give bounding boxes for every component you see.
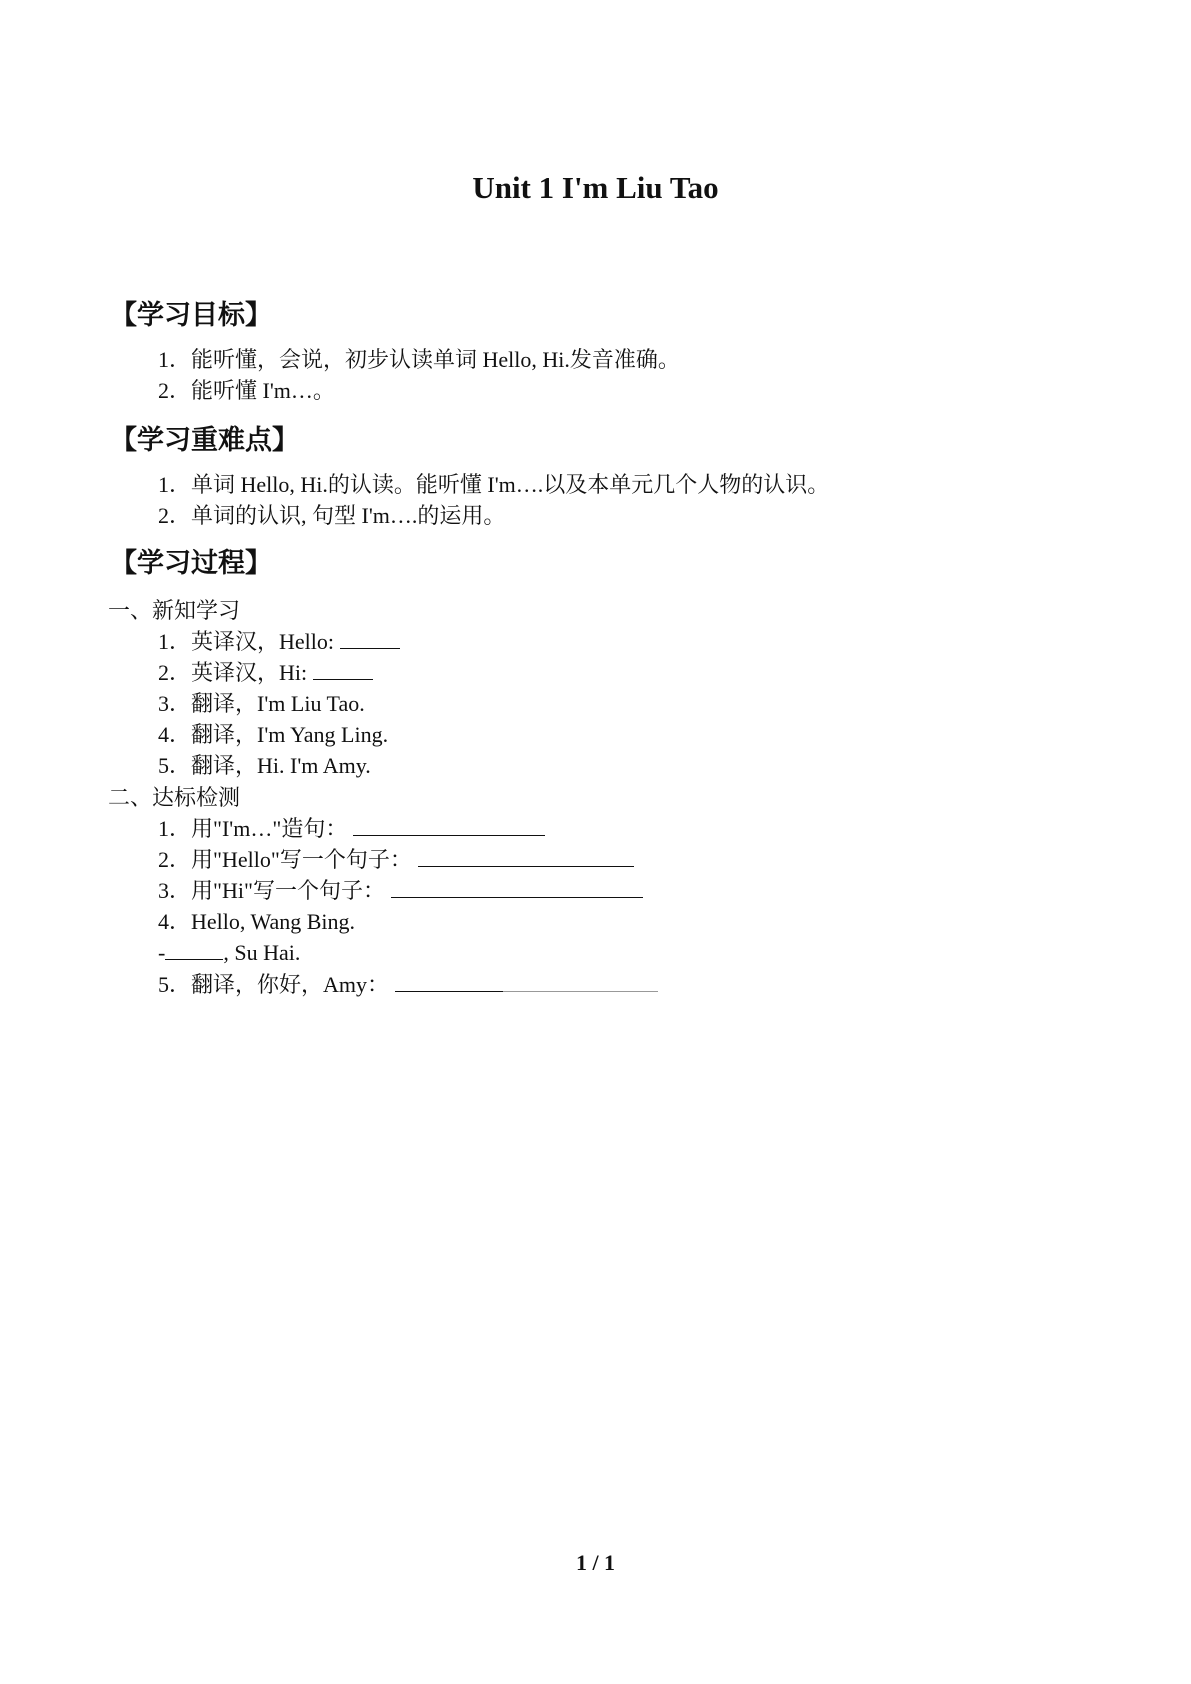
goal-item-1: 1．能听懂，会说，初步认读单词 Hello, Hi.发音准确。 xyxy=(158,347,680,372)
answer-blank xyxy=(353,834,545,836)
part2-heading: 二、达标检测 xyxy=(108,785,241,810)
key-point-item-1: 1．单词 Hello, Hi.的认读。能听懂 I'm….以及本单元几个人物的认识。 xyxy=(158,472,830,497)
answer-blank xyxy=(313,678,373,680)
part2-item-2 xyxy=(158,849,634,871)
answer-blank xyxy=(391,896,643,898)
part1-item-2 xyxy=(158,662,373,684)
answer-blank xyxy=(395,990,503,992)
item-text: 3．用"Hi"写一个句子： xyxy=(158,878,385,903)
item-text: 1．用"I'm…"造句： xyxy=(158,816,348,841)
part1-item-1 xyxy=(158,631,400,653)
part2-item-4-reply xyxy=(158,942,300,964)
heading-process: 【学习过程】 xyxy=(110,548,272,579)
part1-heading: 一、新知学习 xyxy=(108,598,241,623)
key-point-item-2: 2．单词的认识, 句型 I'm….的运用。 xyxy=(158,503,506,528)
part2-item-3 xyxy=(158,880,643,902)
heading-key-points: 【学习重难点】 xyxy=(110,425,299,456)
goal-item-2: 2．能听懂 I'm…。 xyxy=(158,378,335,403)
answer-blank xyxy=(418,865,634,867)
page-title: Unit 1 I'm Liu Tao xyxy=(472,170,719,205)
part1-item-5: 5．翻译，Hi. I'm Amy. xyxy=(158,753,371,778)
heading-goals: 【学习目标】 xyxy=(110,300,272,331)
part1-item-3: 3．翻译，I'm Liu Tao. xyxy=(158,691,365,716)
item-text: 2．用"Hello"写一个句子： xyxy=(158,847,412,872)
answer-blank xyxy=(340,647,400,649)
answer-blank xyxy=(165,958,223,960)
part2-item-4: 4．Hello, Wang Bing. xyxy=(158,909,356,934)
dash: - xyxy=(158,940,166,965)
part2-item-1 xyxy=(158,818,545,840)
reply-text: , Su Hai. xyxy=(223,940,301,965)
item-text: 2．英译汉，Hi: xyxy=(158,660,308,685)
page-number: 1 / 1 xyxy=(575,1550,616,1575)
item-text: 5．翻译，你好，Amy： xyxy=(158,972,390,997)
answer-blank-extension xyxy=(503,990,658,992)
part1-item-4: 4．翻译，I'm Yang Ling. xyxy=(158,722,389,747)
item-text: 1．英译汉，Hello: xyxy=(158,629,334,654)
part2-item-5 xyxy=(158,974,658,996)
